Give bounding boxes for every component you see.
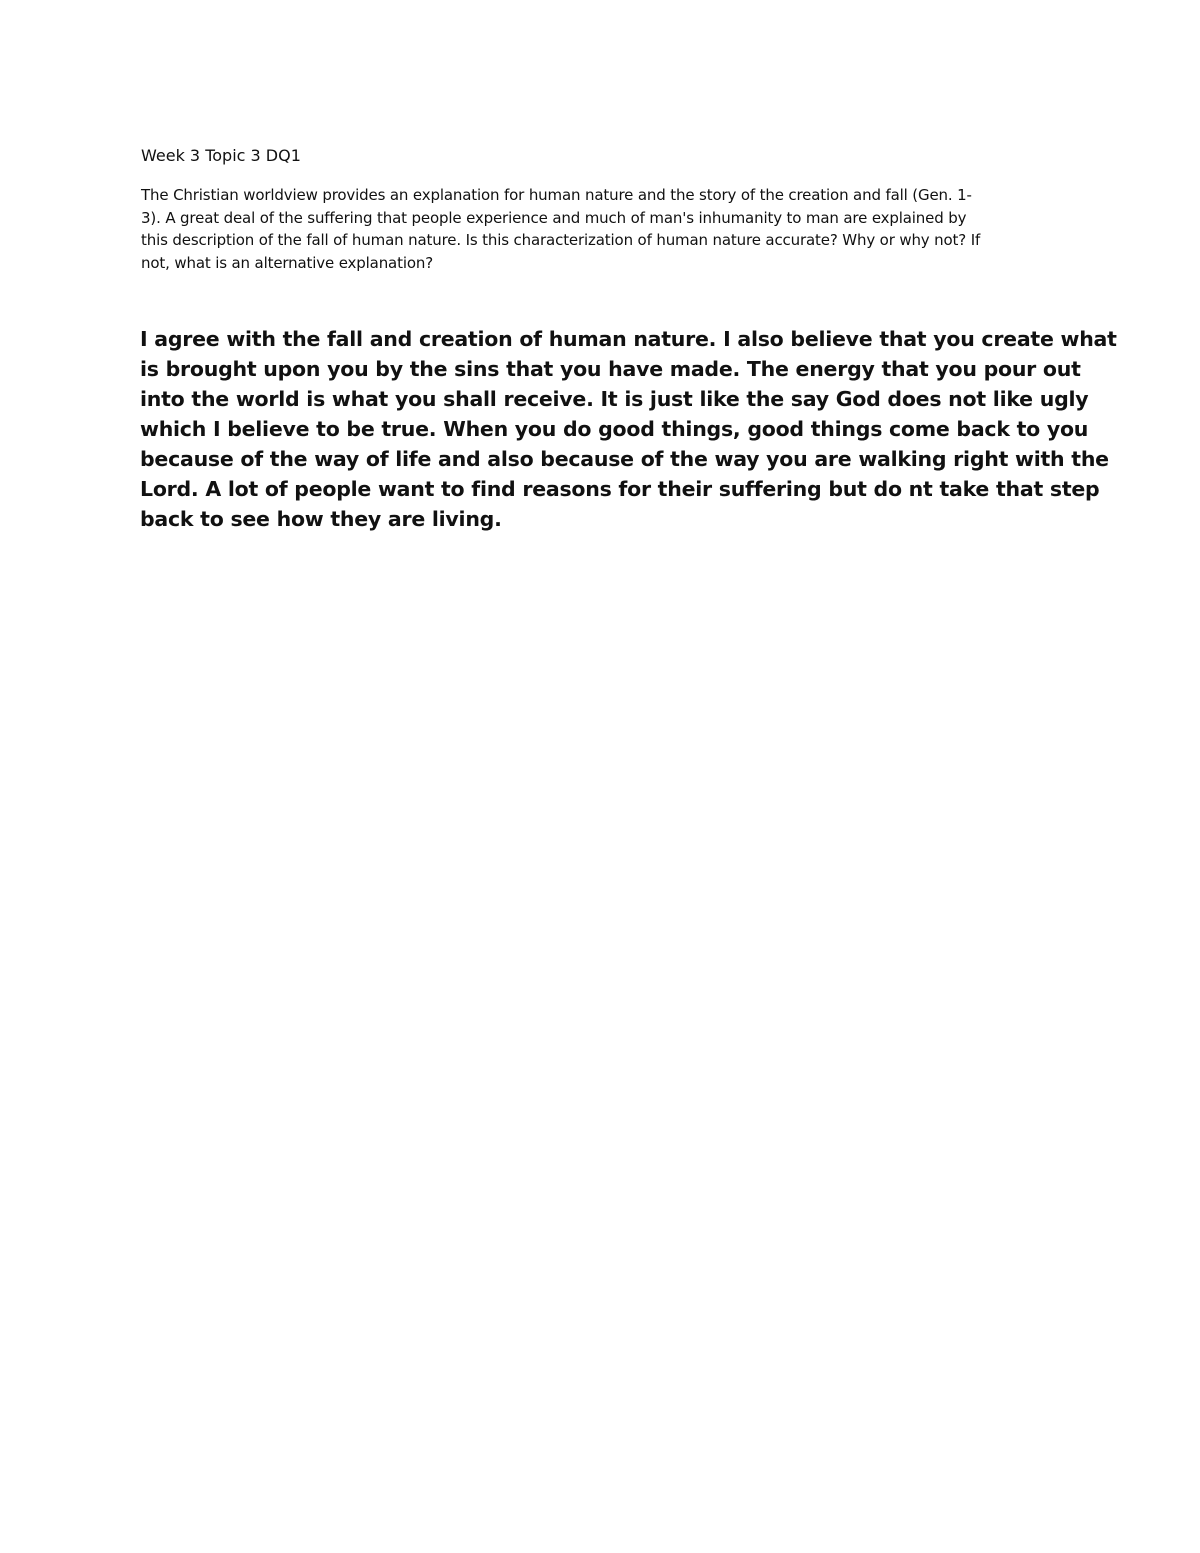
response-line: I agree with the fall and creation of human nature. I also believe that you create what (140, 327, 1117, 351)
response-line: which I believe to be true. When you do good things, good things come back to you (140, 417, 1089, 441)
prompt-line: The Christian worldview provides an explanation for human nature and the story of the creation and fall (Gen. 1- (141, 186, 972, 204)
response-line: back to see how they are living. (140, 507, 502, 531)
response-line: is brought upon you by the sins that you have made. The energy that you pour out (140, 357, 1081, 381)
prompt-line: 3). A great deal of the suffering that people experience and much of man's inhumanity to man are explained by (141, 208, 967, 227)
discussion-prompt (141, 184, 1056, 274)
document-title: Week 3 Topic 3 DQ1 (141, 146, 301, 165)
response-line: into the world is what you shall receive. It is just like the say God does not like ugly (140, 387, 1089, 411)
response-line: because of the way of life and also because of the way you are walking right with the (140, 447, 1109, 471)
prompt-line: this description of the fall of human nature. Is this characterization of human nature accurate? Why or why not? If (141, 231, 981, 249)
response-line: Lord. A lot of people want to find reasons for their suffering but do nt take that step (140, 477, 1100, 501)
student-response (140, 324, 1117, 534)
prompt-line: not, what is an alternative explanation? (141, 253, 434, 272)
